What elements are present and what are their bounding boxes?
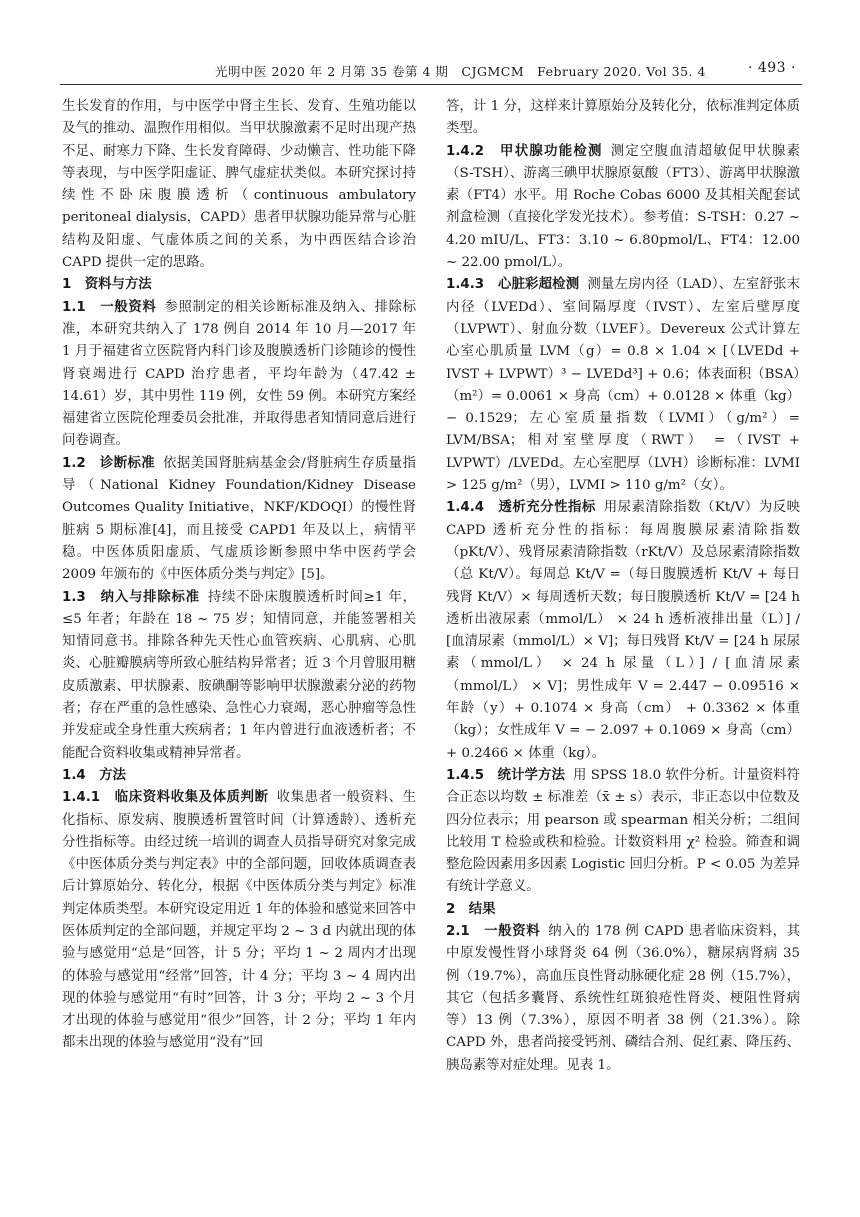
right-column bbox=[446, 96, 800, 1077]
subsection-thyroid-test bbox=[446, 141, 800, 275]
subsection-heading: 1.1 一般资料 bbox=[62, 299, 157, 315]
subsection-clinical-data bbox=[62, 787, 416, 1055]
subsection-text: 持续不卧床腹膜透析时间≥1 年，≤5 年者；年龄在 18 ~ 75 岁；知情同意，并能签署相关知情同意书。排除各种先天性心血管疾病、心肌病、心肌炎、心脏瓣膜病等所致心脏结构异常者；近 3 个月曾服用糖皮质激素、甲状腺素、胺碘酮等影响甲状腺激素分泌的药物者；存在严重的急性感染、急性心力衰竭，恶心肿瘤等急性并发症或全身性重大疾病者；1 年内曾进行血液透析者；不能配合资料收集或精神异常者。 bbox=[62, 589, 416, 761]
subsection-general-results bbox=[446, 921, 800, 1077]
subsection-text: 测量左房内径（LAD）、左室舒张末内径（LVEDd）、室间隔厚度（IVST）、左室后壁厚度（LVPWT）、射血分数（LVEF）。Devereux 公式计算左心室心肌质量 LVM（g）= 0.8 × 1.04 × [（LVEDd + IVST + LVPWT）³ − LVEDd³] + 0.6；体表面积（BSA）（m²）= 0.0061 × 身高（cm）+ 0.0128 × 体重（kg）− 0.1529；左心室质量指数（LVMI）（g/m²）= LVM/BSA；相对室壁厚度（RWT） =（IVST + LVPWT）/LVEDd。左心室肥厚（LVH）诊断标准：LVMI > 125 g/m²（男），LVMI > 110 g/m²（女）。 bbox=[446, 277, 800, 494]
subsection-inclusion-exclusion bbox=[62, 587, 416, 765]
subsection-heading-methods: 1.4 方法 bbox=[62, 767, 126, 783]
subsection-heading: 1.2 诊断标准 bbox=[62, 455, 156, 471]
left-column bbox=[62, 96, 416, 1055]
subsection-text: 参照制定的相关诊断标准及纳入、排除标准，本研究共纳入了 178 例自 2014 年 10 月—2017 年 1 月于福建省立医院肾内科门诊及腹膜透析门诊随诊的慢性肾衰竭进行 CAPD 治疗患者，平均年龄为（47.42 ± 14.61）岁，其中男性 119 例，女性 59 例。本研究方案经福建省立医院伦理委员会批准，并取得患者知情同意后进行问卷调查。 bbox=[62, 299, 417, 449]
subsection-text: 测定空腹血清超敏促甲状腺素（S-TSH）、游离三碘甲状腺原氨酸（FT3）、游离甲状腺激素（FT4）水平。用 Roche Cobas 6000 及其相关配套试剂盒检测（直接化学发光技术）。参考值：S-TSH：0.27 ~ 4.20 mIU/L、FT3：3.10 ~ 6.80pmol/L、FT4：12.00 ~ 22.00 pmol/L）。 bbox=[446, 143, 801, 271]
subsection-dialysis-adequacy bbox=[446, 497, 800, 765]
subsection-heading: 1.4.4 透析充分性指标 bbox=[446, 500, 596, 516]
subsection-heading: 1.4.3 心脏彩超检测 bbox=[446, 277, 580, 293]
subsection-text: 收集患者一般资料、生化指标、原发病、腹膜透析置管时间（计算透龄）、透析充分性指标等。由经过统一培训的调查人员指导研究对象完成《中医体质分类与判定表》中的全部问题，回收体质调查表后计算原始分、转化分，根据《中医体质分类与判定》标准判定体质类型。本研究设定用近 1 年的体验和感觉来回答中医体质判定的全部问题，并规定平均 2 ~ 3 d 内就出现的体验与感觉用“总是”回答，计 5 分；平均 1 ~ 2 周内才出现的体验与感觉用“经常”回答，计 4 分；平均 3 ~ 4 周内出现的体验与感觉用“有时”回答，计 3 分；平均 2 ~ 3 个月才出现的体验与感觉用“很少”回答，计 2 分；平均 1 年内都未出现的体验与感觉用“没有”回 bbox=[62, 790, 417, 1051]
subsection-diagnostic-criteria bbox=[62, 453, 416, 587]
running-header: 光明中医 2020 年 2 月第 35 卷第 4 期 CJGMCM February 2020. Vol 35. 4 bbox=[215, 64, 706, 79]
page-number: · 493 · bbox=[747, 60, 796, 76]
subsection-heading: 2.1 一般资料 bbox=[446, 923, 541, 939]
section-heading-methods: 1 资料与方法 bbox=[62, 277, 152, 293]
subsection-heading: 1.3 纳入与排除标准 bbox=[62, 589, 200, 605]
subsection-heading: 1.4.1 临床资料收集及体质判断 bbox=[62, 790, 269, 806]
subsection-general-data bbox=[62, 297, 416, 453]
subsection-text: 用 SPSS 18.0 软件分析。计量资料符合正态以均数 ± 标准差（x̄ ± s）表示，非正态以中位数及四分位表示；用 pearson 或 spearman 相关分析；二组间比较用 T 检验或秩和检验。计数资料用 χ² 检验。筛查和调整危险因素用多因素 Logistic 回归分析。P < 0.05 为差异有统计学意义。 bbox=[446, 767, 800, 895]
subsection-text: 纳入的 178 例 CAPD 患者临床资料，其中原发慢性肾小球肾炎 64 例（36.0%），糖尿病肾病 35 例（19.7%），高血压良性肾动脉硬化症 28 例（15.7%），其它（包括多囊肾、系统性红斑狼疮性肾炎、梗阻性肾病等）13 例（7.3%），原因不明者 38 例（21.3%）。除 CAPD 外，患者尚接受钙剂、磷结合剂、促红素、降压药、胰岛素等对症处理。见表 1。 bbox=[446, 923, 800, 1073]
subsection-text: 用尿素清除指数（Kt/V）为反映 CAPD 透析充分性的指标：每周腹膜尿素清除指数（pKt/V）、残肾尿素清除指数（rKt/V）及总尿素清除指数（总 Kt/V）。每周总 Kt/V =（每日腹膜透析 Kt/V + 每日残肾 Kt/V）× 每周透析天数；每日腹膜透析 Kt/V = [24 h 透析出液尿素（mmol/L） × 24 h 透析液排出量（L）] / [血清尿素（mmol/L）× V]；每日残肾 Kt/V = [24 h 尿尿素（mmol/L） × 24 h 尿量（L）] / [血清尿素（mmol/L） × V]；男性成年 V = 2.447 − 0.09516 × 年龄（y）+ 0.1074 × 身高（cm） + 0.3362 × 体重（kg）；女性成年 V = − 2.097 + 0.1069 × 身高（cm）+ 0.2466 × 体重（kg）。 bbox=[446, 500, 800, 761]
subsection-text: 依据美国肾脏病基金会/肾脏病生存质量指导（National Kidney Foundation/Kidney Disease Outcomes Quality Initiative，NKF/KDOQI）的慢性肾脏病 5 期标准[4]，而且接受 CAPD1 年及以上，病情平稳。中医体质阳虚质、气虚质诊断参照中华中医药学会 2009 年颁布的《中医体质分类与判定》[5]。 bbox=[62, 455, 416, 583]
subsection-heading: 1.4.2 甲状腺功能检测 bbox=[446, 143, 603, 159]
subsection-statistics bbox=[446, 765, 800, 899]
continued-paragraph: 答，计 1 分，这样来计算原始分及转化分，依标准判定体质类型。 bbox=[446, 99, 800, 137]
intro-paragraph: 生长发育的作用，与中医学中肾主生长、发育、生殖功能以及气的推动、温煦作用相似。当甲状腺激素不足时出现产热不足、耐寒力下降、生长发育障碍、少动懒言、性功能下降等表现，与中医学阳虚证、脾气虚症状类似。本研究探讨持续性不卧床腹膜透析（continuous ambulatory peritoneal dialysis，CAPD）患者甲状腺功能异常与心脏结构及阳虚、气虚体质之间的关系，为中西医结合诊治 CAPD 提供一定的思路。 bbox=[62, 99, 416, 271]
section-heading-results: 2 结果 bbox=[446, 901, 496, 917]
subsection-heading: 1.4.5 统计学方法 bbox=[446, 767, 565, 783]
subsection-echocardiography bbox=[446, 274, 800, 497]
page-header bbox=[60, 58, 802, 85]
